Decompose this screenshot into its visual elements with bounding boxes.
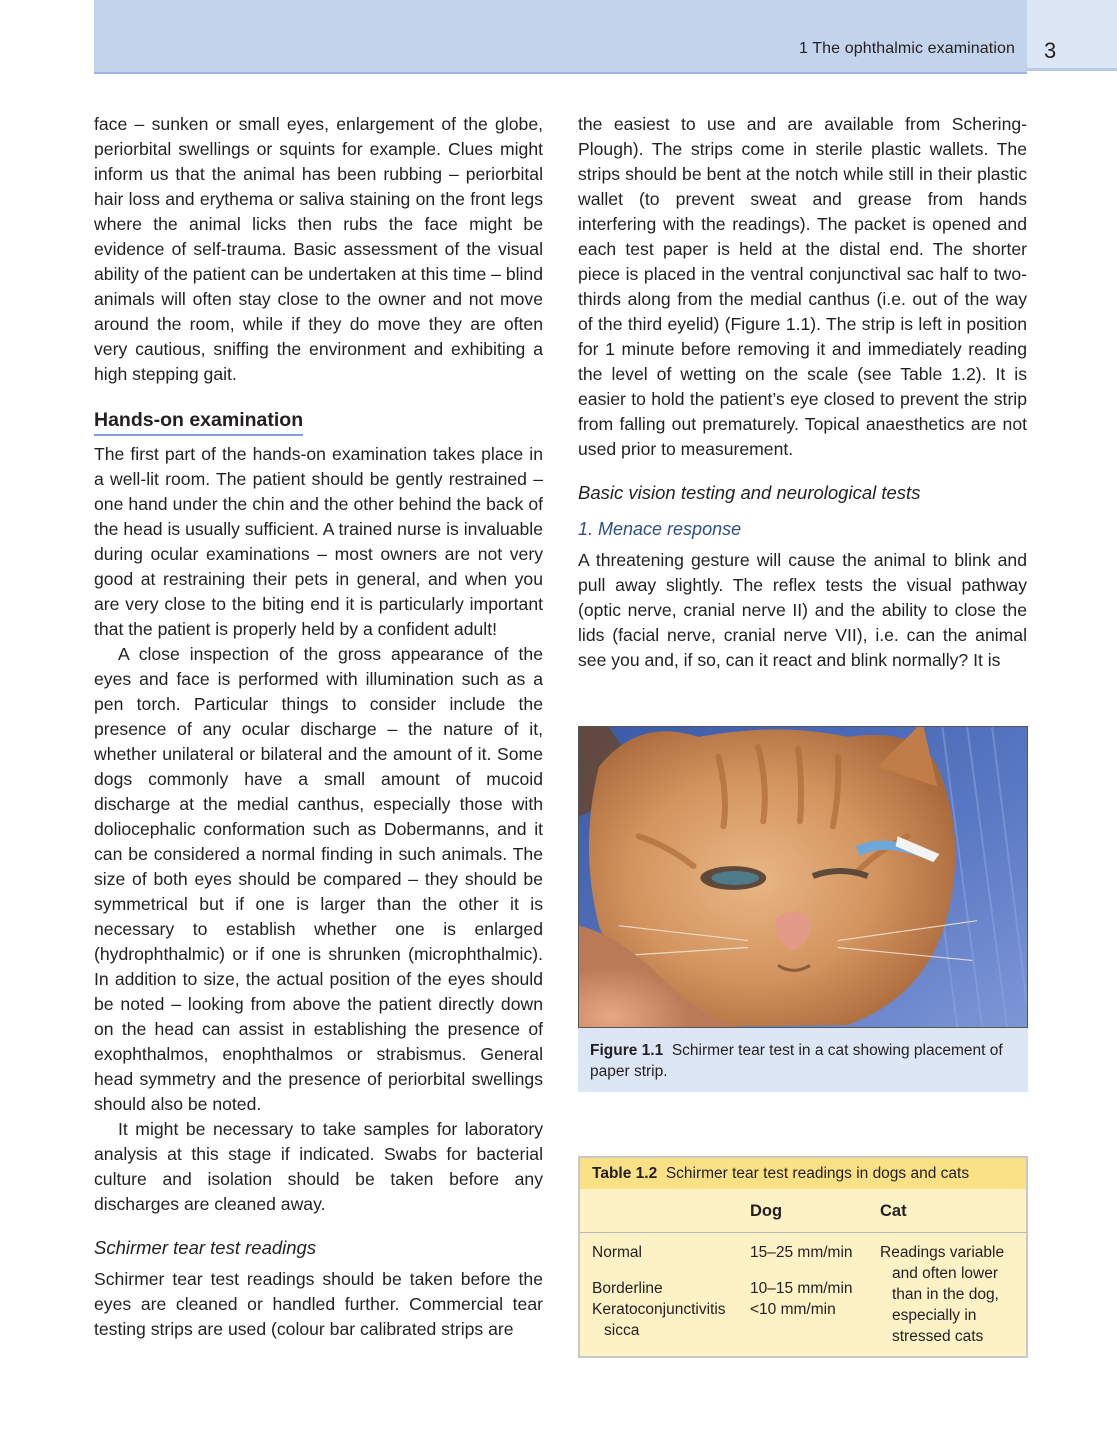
paragraph: The first part of the hands-on examination takes place in a well-lit room. The patient should be gently restrained – one hand under the chin and the other behind the back of the head is usually sufficient. A trained nurse is invaluable during ocular examinations – most owners are not very good at restraining their pets in general, and when you are very close to the biting end it is particularly important that the patient is properly held by a confident adult!	[94, 444, 543, 639]
paragraph: Schirmer tear test readings should be taken before the eyes are cleaned or handled further. Commercial tear testing strips are used (colour bar calibrated strips are	[94, 1269, 543, 1339]
table-header-rule	[580, 1232, 1026, 1233]
figure-label: Figure 1.1	[590, 1042, 664, 1059]
table-1-2	[578, 1156, 1028, 1358]
subheading-menace-response: 1. Menace response	[578, 519, 742, 539]
section-heading-hands-on: Hands-on examination	[94, 407, 303, 436]
row-label-normal: Normal	[592, 1244, 642, 1261]
row-label-borderline: Borderline	[592, 1280, 663, 1297]
table-title: Schirmer tear test readings in dogs and cats	[665, 1165, 970, 1182]
table-title-bar	[580, 1158, 1026, 1189]
table-label: Table 1.2	[592, 1165, 658, 1182]
page-number: 3	[1044, 38, 1057, 63]
left-column	[94, 112, 543, 1342]
row-dog-borderline: 10–15 mm/min	[750, 1280, 853, 1297]
paragraph: It might be necessary to take samples for laboratory analysis at this stage if indicated. Swabs for bacterial culture and isolation should be taken before any discharges are cleaned away.	[94, 1119, 543, 1214]
figure-1-1	[578, 726, 1028, 1092]
row-label-kcs: Keratoconjunctivitis sicca	[592, 1301, 726, 1339]
paragraph: face – sunken or small eyes, enlargement of the globe, periorbital swellings or squints for example. Clues might inform us that the animal has been rubbing – periorbital hair loss and erythema or saliva staining on the front legs where the animal licks then rubs the face might be evidence of self-trauma. Basic assessment of the visual ability of the patient can be undertaken at this time – blind animals will often stay close to the owner and not move around the room, while if they do move they are often very cautious, sniffing the environment and exhibiting a high stepping gait.	[94, 114, 543, 384]
header-band	[94, 0, 1027, 74]
paragraph: A threatening gesture will cause the animal to blink and pull away slightly. The reflex tests the visual pathway (optic nerve, cranial nerve II) and the ability to close the lids (facial nerve, cranial nerve VII), i.e. can the animal see you and, if so, can it react and blink normally? It is	[578, 550, 1027, 670]
row-dog-kcs: <10 mm/min	[750, 1301, 836, 1318]
row-dog-normal: 15–25 mm/min	[750, 1244, 853, 1261]
paragraph: the easiest to use and are available from Schering-Plough). The strips come in sterile plastic wallets. The strips should be bent at the notch while still in their plastic wallet (to prevent sweat and grease from hands interfering with the readings). The packet is opened and each test paper is held at the distal end. The shorter piece is placed in the ventral conjunctival sac half to two-thirds along from the medial canthus (i.e. out of the way of the third eyelid) (Figure 1.1). The strip is left in position for 1 minute before removing it and immediately reading the level of wetting on the scale (see Table 1.2). It is easier to hold the patient’s eye closed to prevent the strip from falling out prematurely. Topical anaesthetics are not used prior to measurement.	[578, 114, 1027, 459]
cat-note: Readings variable and often lower than in the dog, especially in stressed cats	[880, 1244, 1005, 1345]
page-number-tab	[1027, 0, 1117, 71]
subheading-schirmer: Schirmer tear test readings	[94, 1237, 317, 1258]
cat-photo	[578, 726, 1028, 1028]
paragraph: A close inspection of the gross appearance of the eyes and face is performed with illumination such as a pen torch. Particular things to consider include the presence of any ocular discharge – the nature of it, whether unilateral or bilateral and the amount of it. Some dogs commonly have a small amount of mucoid discharge at the medial canthus, especially those with doliocephalic conformation such as Dobermanns, and it can be considered a normal finding in such animals. The size of both eyes should be compared – they should be symmetrical but if one is larger than the other it is necessary to establish whether one is enlarged (hydrophthalmic) or if one is shrunken (microphthalmic). In addition to size, the actual position of the eyes should be noted – looking from above the patient directly down on the head can assist in establishing the presence of exophthalmos, enophthalmos or strabismus. General head symmetry and the presence of periorbital swellings should also be noted.	[94, 644, 543, 1114]
right-column	[578, 112, 1027, 673]
subheading-vision-tests: Basic vision testing and neurological tests	[578, 482, 921, 503]
running-head: 1 The ophthalmic examination	[799, 40, 1015, 57]
figure-caption	[578, 1028, 1028, 1092]
figure-caption-text: Schirmer tear test in a cat showing placement of paper strip.	[590, 1042, 1003, 1080]
column-header-dog: Dog	[750, 1202, 783, 1220]
column-header-cat: Cat	[880, 1202, 907, 1220]
